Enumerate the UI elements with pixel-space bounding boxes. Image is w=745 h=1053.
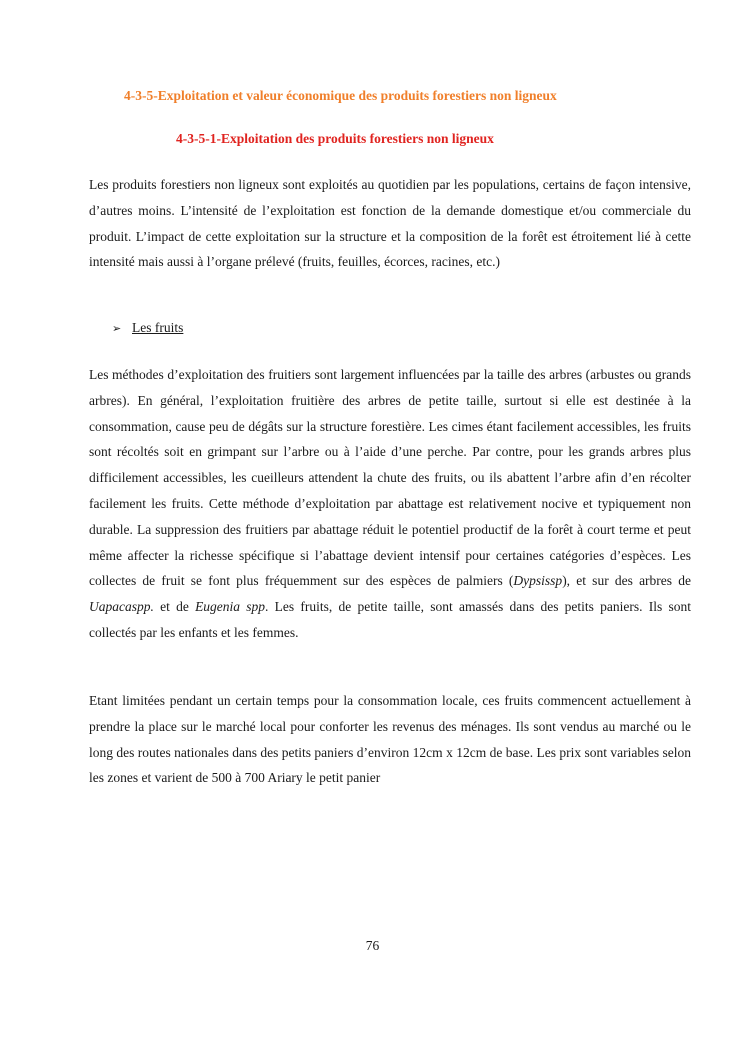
- page-number: 76: [365, 938, 380, 953]
- paragraph-text: ), et sur des arbres de: [562, 573, 691, 589]
- paragraph-text: . Les fruits, de petite taille, sont amassés dans des petits paniers. Ils sont collectés par les enfants et les femmes.: [89, 599, 691, 640]
- species-name: Eugenia spp: [195, 599, 266, 615]
- species-name: Dypsissp: [513, 573, 563, 589]
- subsection-title: 4-3-5-1-Exploitation des produits forestiers non ligneux: [176, 131, 494, 146]
- species-name: Uapacaspp.: [89, 599, 154, 615]
- bullet-fruits: [112, 320, 183, 336]
- paragraph-text: Les méthodes d’exploitation des fruitiers sont largement influencées par la taille des arbres (arbustes ou grands arbres). En général, l’exploitation fruitière des arbres de petite taille, surtout si elle est destinée à la consommation, cause peu de dégâts sur la structure forestière. Les cimes étant facilement accessibles, les fruits sont récoltés soit en grimpant sur l’arbre ou à l’aide d’une perche. Par contre, pour les grands arbres plus difficilement accessibles, les cueilleurs attendent la chute des fruits, ou ils abattent l’arbre afin d’en récolter facilement les fruits. Cette méthode d’exploitation par abattage est relativement nocive et typiquement non durable. La suppression des fruitiers par abattage réduit le potentiel productif de la forêt à court terme et peut même affecter la richesse spécifique si l’abattage devient intensif pour certaines catégories d’espèces. Les collectes de fruit se font plus fréquemment sur des espèces de palmiers (: [89, 367, 691, 589]
- section-title: 4-3-5-Exploitation et valeur économique des produits forestiers non ligneux: [124, 88, 557, 103]
- paragraph-intro: Les produits forestiers non ligneux sont exploités au quotidien par les populations, certains de façon intensive, d’autres moins. L’intensité de l’exploitation est fonction de la demande domestique et/ou commerciale du produit. L’impact de cette exploitation sur la structure et la composition de la forêt est étroitement lié à cette intensité mais aussi à l’organe prélevé (fruits, feuilles, écorces, racines, etc.): [89, 177, 691, 270]
- bullet-label: Les fruits: [132, 320, 184, 335]
- paragraph-text: et de: [153, 599, 196, 615]
- paragraph-fruit-methods: [89, 362, 691, 646]
- arrow-bullet-icon: ➢: [112, 323, 122, 335]
- paragraph-market: Etant limitées pendant un certain temps pour la consommation locale, ces fruits commencent actuellement à prendre la place sur le marché local pour conforter les revenus des ménages. Ils sont vendus au marché ou le long des routes nationales dans des petits paniers d’environ 12cm x 12cm de base. Les prix sont variables selon les zones et varient de 500 à 700 Ariary le petit panier: [89, 693, 691, 786]
